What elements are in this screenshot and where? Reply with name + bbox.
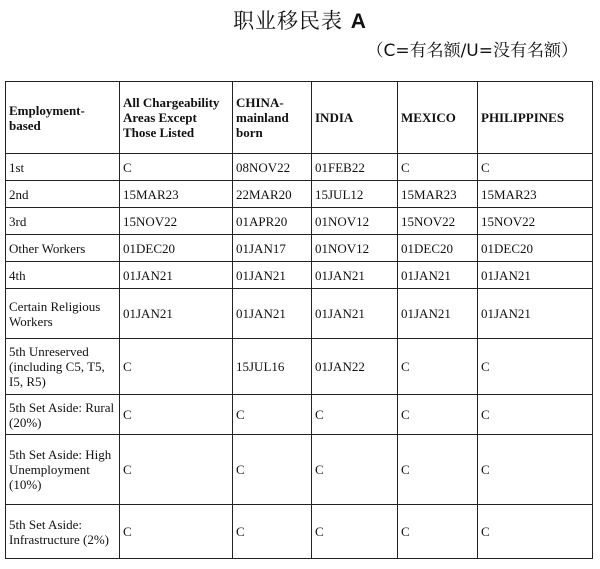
cell-all-chargeability: 01JAN21 [120,262,233,289]
cell-india: C [312,505,398,559]
table-header-row [6,82,593,154]
cell-india: 01FEB22 [312,154,398,181]
cell-philippines: C [478,154,593,181]
row-category-label: Other Workers [6,235,120,262]
column-header-all-chargeability: All Chargeability Areas Except Those Listed [120,82,233,154]
page-title [0,6,600,37]
row-category-label: 5th Unreserved (including C5, T5, I5, R5) [6,339,120,395]
cell-india: 01NOV12 [312,208,398,235]
cell-india: C [312,395,398,435]
cell-philippines: 15MAR23 [478,181,593,208]
page-subtitle: （C=有名额/U=没有名额） [366,41,578,61]
cell-india: C [312,435,398,505]
cell-all-chargeability: C [120,154,233,181]
table-row [6,289,593,339]
cell-philippines: C [478,395,593,435]
row-category-label: 2nd [6,181,120,208]
cell-india: 01JAN22 [312,339,398,395]
table-row [6,181,593,208]
cell-all-chargeability: 15NOV22 [120,208,233,235]
row-category-label: 1st [6,154,120,181]
column-header-india: INDIA [312,82,398,154]
cell-all-chargeability: 01DEC20 [120,235,233,262]
cell-mexico: C [398,154,478,181]
cell-mexico: C [398,339,478,395]
table-row [6,235,593,262]
column-header-philippines: PHILIPPINES [478,82,593,154]
row-category-label: 5th Set Aside: High Unemployment (10%) [6,435,120,505]
table-row [6,395,593,435]
cell-mexico: 15NOV22 [398,208,478,235]
cell-all-chargeability: C [120,339,233,395]
cell-china: 22MAR20 [233,181,312,208]
row-category-label: 4th [6,262,120,289]
cell-all-chargeability: 15MAR23 [120,181,233,208]
cell-philippines: 01JAN21 [478,262,593,289]
row-category-label: 5th Set Aside: Infrastructure (2%) [6,505,120,559]
column-header-china: CHINA-mainland born [233,82,312,154]
row-category-label: Certain Religious Workers [6,289,120,339]
table-row [6,208,593,235]
cell-china: C [233,435,312,505]
column-header-mexico: MEXICO [398,82,478,154]
cell-all-chargeability: C [120,505,233,559]
cell-india: 01JAN21 [312,262,398,289]
cell-mexico: C [398,435,478,505]
table-row [6,339,593,395]
column-header-category: Employment-based [6,82,120,154]
table-row [6,154,593,181]
cell-mexico: C [398,505,478,559]
cell-china: 01JAN21 [233,262,312,289]
cell-china: C [233,395,312,435]
cell-india: 01NOV12 [312,235,398,262]
cell-mexico: 01JAN21 [398,289,478,339]
cell-philippines: 01DEC20 [478,235,593,262]
cell-india: 15JUL12 [312,181,398,208]
cell-mexico: 15MAR23 [398,181,478,208]
cell-india: 01JAN21 [312,289,398,339]
cell-all-chargeability: C [120,395,233,435]
cell-china: 08NOV22 [233,154,312,181]
row-category-label: 5th Set Aside: Rural (20%) [6,395,120,435]
table-row [6,505,593,559]
table-row [6,262,593,289]
cell-mexico: 01DEC20 [398,235,478,262]
title-chinese: 职业移民表 [233,9,351,33]
cell-mexico: C [398,395,478,435]
title-table-letter: A [350,10,367,33]
cell-philippines: C [478,339,593,395]
row-category-label: 3rd [6,208,120,235]
cell-philippines: C [478,435,593,505]
cell-china: 01JAN17 [233,235,312,262]
cell-philippines: 15NOV22 [478,208,593,235]
cell-mexico: 01JAN21 [398,262,478,289]
cell-all-chargeability: C [120,435,233,505]
cell-china: 15JUL16 [233,339,312,395]
cell-philippines: C [478,505,593,559]
cell-china: 01APR20 [233,208,312,235]
cell-china: C [233,505,312,559]
cell-china: 01JAN21 [233,289,312,339]
table-row [6,435,593,505]
cell-all-chargeability: 01JAN21 [120,289,233,339]
cell-philippines: 01JAN21 [478,289,593,339]
visa-bulletin-table [5,81,593,559]
